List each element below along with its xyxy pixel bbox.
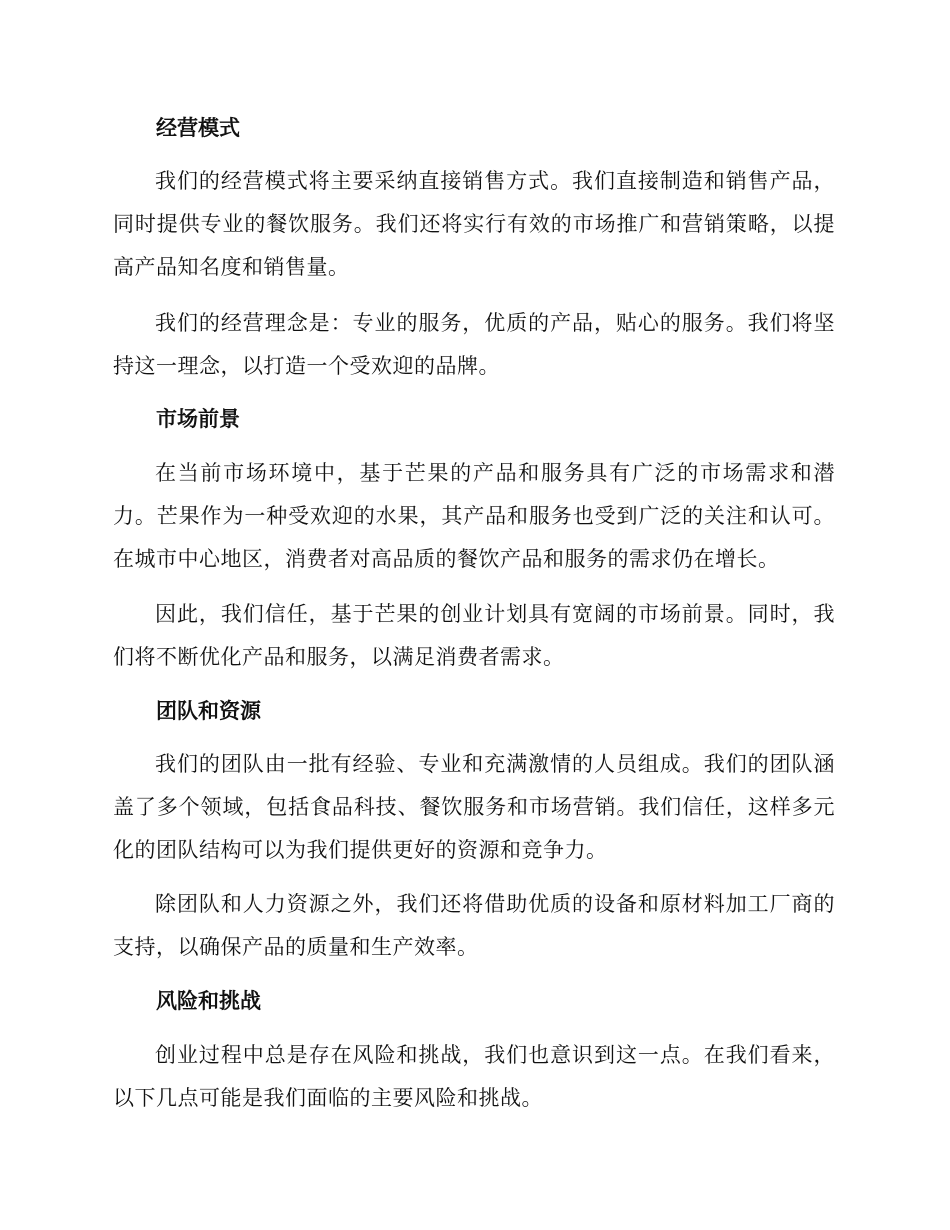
paragraph: 我们的团队由一批有经验、专业和充满激情的人员组成。我们的团队涵盖了多个领域，包括食品科技、餐饮服务和市场营销。我们信任，这样多元化的团队结构可以为我们提供更好的资源和竞争力。 [113,752,835,862]
paragraph: 我们的经营模式将主要采纳直接销售方式。我们直接制造和销售产品，同时提供专业的餐饮服务。我们还将实行有效的市场推广和营销策略，以提高产品知名度和销售量。 [113,169,835,279]
paragraph: 我们的经营理念是：专业的服务，优质的产品，贴心的服务。我们将坚持这一理念，以打造一个受欢迎的品牌。 [113,311,835,378]
section-heading-market-outlook: 市场前景 [156,407,240,431]
section-heading-risks-challenges: 风险和挑战 [156,989,261,1013]
paragraph: 除团队和人力资源之外，我们还将借助优质的设备和原材料加工厂商的支持，以确保产品的质量和生产效率。 [113,892,835,959]
paragraph: 在当前市场环境中，基于芒果的产品和服务具有广泛的市场需求和潜力。芒果作为一种受欢迎的水果，其产品和服务也受到广泛的关注和认可。在城市中心地区，消费者对高品质的餐饮产品和服务的需求仍在增长。 [113,461,835,571]
paragraph: 创业过程中总是存在风险和挑战，我们也意识到这一点。在我们看来，以下几点可能是我们面临的主要风险和挑战。 [113,1043,835,1110]
section-heading-team-resources: 团队和资源 [156,699,261,723]
section-heading-business-model: 经营模式 [156,116,240,140]
paragraph: 因此，我们信任，基于芒果的创业计划具有宽阔的市场前景。同时，我们将不断优化产品和服务，以满足消费者需求。 [113,602,835,669]
